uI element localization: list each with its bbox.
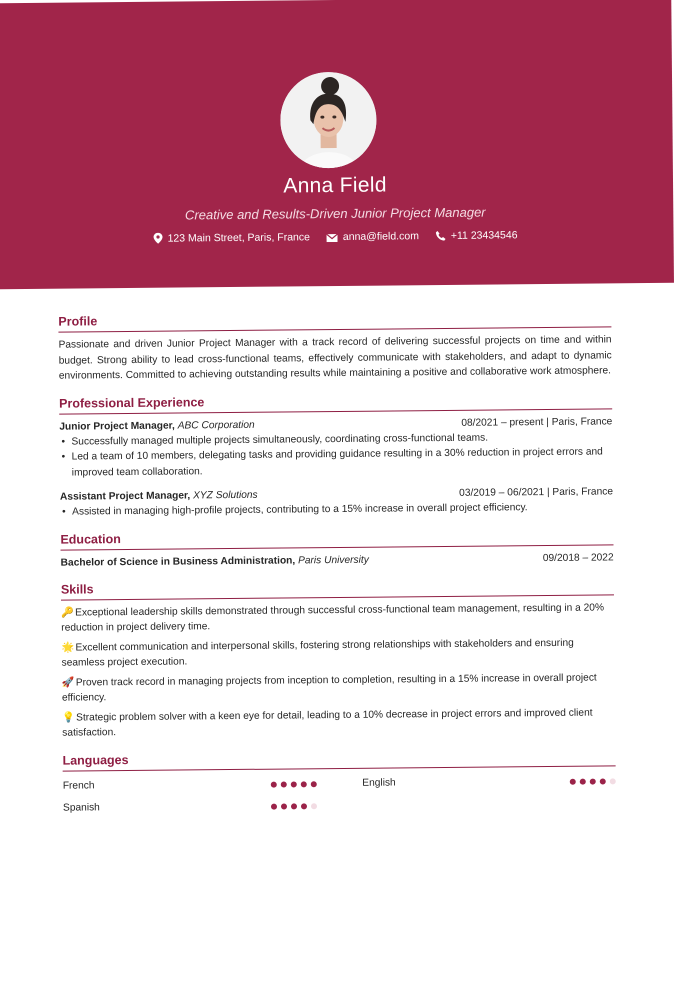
education-dates: 09/2018 – 2022 bbox=[542, 551, 614, 564]
level-dot-filled bbox=[570, 778, 576, 784]
experience-entry bbox=[59, 414, 613, 481]
profile-summary: Passionate and driven Junior Project Manager with a track record of delivering successful projects on time and within budget. Strong ability to lead cross-functional teams, effectively communicate with stakeholders, and adapt to dynamic environments. Committed to achieving outstanding results while maintaining a positive and collaborative work atmosphere. bbox=[58, 334, 612, 382]
level-dot-filled bbox=[590, 778, 596, 784]
section-title-skills: Skills bbox=[61, 577, 614, 600]
level-dot-empty bbox=[310, 803, 316, 809]
skill-item bbox=[61, 635, 614, 671]
candidate-name: Anna Field bbox=[283, 173, 387, 198]
avatar-portrait-icon bbox=[280, 72, 377, 169]
star-icon: 🌟 bbox=[61, 642, 75, 654]
job-company: ABC Corporation bbox=[177, 419, 255, 432]
skill-text: Excellent communication and interpersonal skills, fostering strong relationships with stakeholders and ensuring seamless project execution. bbox=[61, 637, 574, 669]
level-dot-filled bbox=[310, 781, 316, 787]
language-level-rating bbox=[270, 781, 316, 787]
skill-item bbox=[62, 705, 615, 741]
job-bullets bbox=[59, 429, 612, 481]
contact-email[interactable] bbox=[327, 230, 419, 243]
contact-phone[interactable] bbox=[436, 229, 518, 242]
level-dot-empty bbox=[610, 778, 616, 784]
skill-text: Strategic problem solver with a keen eye for detail, leading to a 10% decrease in project errors and improved client satisfaction. bbox=[62, 707, 593, 739]
level-dot-filled bbox=[280, 803, 286, 809]
job-dates-location: 08/2021 – present | Paris, France bbox=[461, 415, 613, 429]
level-dot-filled bbox=[600, 778, 606, 784]
profile-photo bbox=[280, 72, 377, 169]
phone-icon bbox=[436, 231, 446, 241]
language-name: French bbox=[62, 780, 95, 792]
languages-grid bbox=[63, 772, 616, 817]
job-bullet: • Led a team of 10 members, delegating tasks and providing guidance resulting in a 30% reduction in project errors and improved team collaboration. bbox=[60, 444, 613, 480]
profile-section bbox=[58, 309, 612, 384]
contact-email-text: anna@field.com bbox=[342, 230, 419, 243]
skill-text: Exceptional leadership skills demonstrated through successful cross-functional team management, resulting in a 20% reduction in project delivery time. bbox=[61, 601, 605, 634]
contact-row bbox=[0, 228, 674, 246]
languages-section bbox=[62, 748, 616, 817]
resume-body bbox=[58, 309, 616, 829]
location-pin-icon bbox=[153, 233, 162, 244]
education-entry bbox=[61, 550, 614, 570]
education-section bbox=[60, 527, 613, 570]
lightbulb-icon: 💡 bbox=[62, 712, 75, 724]
skill-item bbox=[61, 600, 614, 636]
language-name: English bbox=[362, 777, 396, 789]
school: Paris University bbox=[297, 554, 369, 566]
level-dot-filled bbox=[300, 803, 306, 809]
language-item bbox=[63, 775, 317, 795]
skills-section bbox=[61, 577, 616, 741]
job-role: Junior Project Manager, bbox=[59, 420, 175, 433]
job-bullet: • Assisted in managing high-profile projects, contributing to a 15% increase in overall project efficiency. bbox=[60, 499, 613, 520]
section-title-languages: Languages bbox=[62, 748, 615, 771]
contact-phone-text: +11 23434546 bbox=[450, 229, 518, 242]
job-role: Assistant Project Manager, bbox=[59, 490, 191, 503]
degree: Bachelor of Science in Business Administration, bbox=[60, 554, 296, 569]
candidate-tagline: Creative and Results-Driven Junior Project Manager bbox=[184, 204, 486, 223]
level-dot-filled bbox=[290, 781, 296, 787]
skill-text: Proven track record in managing projects from inception to completion, resulting in a 15% increase in overall project efficiency. bbox=[61, 672, 597, 704]
language-level-rating bbox=[270, 803, 316, 809]
skill-item bbox=[62, 670, 615, 706]
job-bullet: • Successfully managed multiple projects simultaneously, coordinating cross-functional teams. bbox=[59, 429, 612, 450]
job-dates-location: 03/2019 – 06/2021 | Paris, France bbox=[459, 486, 614, 499]
contact-address bbox=[153, 231, 310, 245]
experience-entry bbox=[60, 484, 613, 520]
language-item bbox=[362, 772, 616, 792]
level-dot-filled bbox=[270, 781, 276, 787]
rocket-icon: 🚀 bbox=[61, 677, 75, 689]
job-company: XYZ Solutions bbox=[193, 489, 258, 502]
section-title-profile: Profile bbox=[58, 309, 611, 332]
level-dot-filled bbox=[280, 781, 286, 787]
section-title-experience: Professional Experience bbox=[59, 391, 612, 414]
experience-section bbox=[59, 391, 613, 520]
resume-header bbox=[0, 0, 674, 289]
key-icon: 🔑 bbox=[61, 607, 74, 619]
language-item bbox=[63, 797, 317, 817]
contact-address-text: 123 Main Street, Paris, France bbox=[167, 231, 311, 245]
language-name: Spanish bbox=[62, 802, 100, 814]
level-dot-filled bbox=[290, 803, 296, 809]
level-dot-filled bbox=[300, 781, 306, 787]
level-dot-filled bbox=[270, 803, 276, 809]
section-title-education: Education bbox=[60, 527, 613, 550]
level-dot-filled bbox=[580, 778, 586, 784]
language-level-rating bbox=[570, 778, 616, 784]
envelope-icon bbox=[327, 234, 338, 242]
